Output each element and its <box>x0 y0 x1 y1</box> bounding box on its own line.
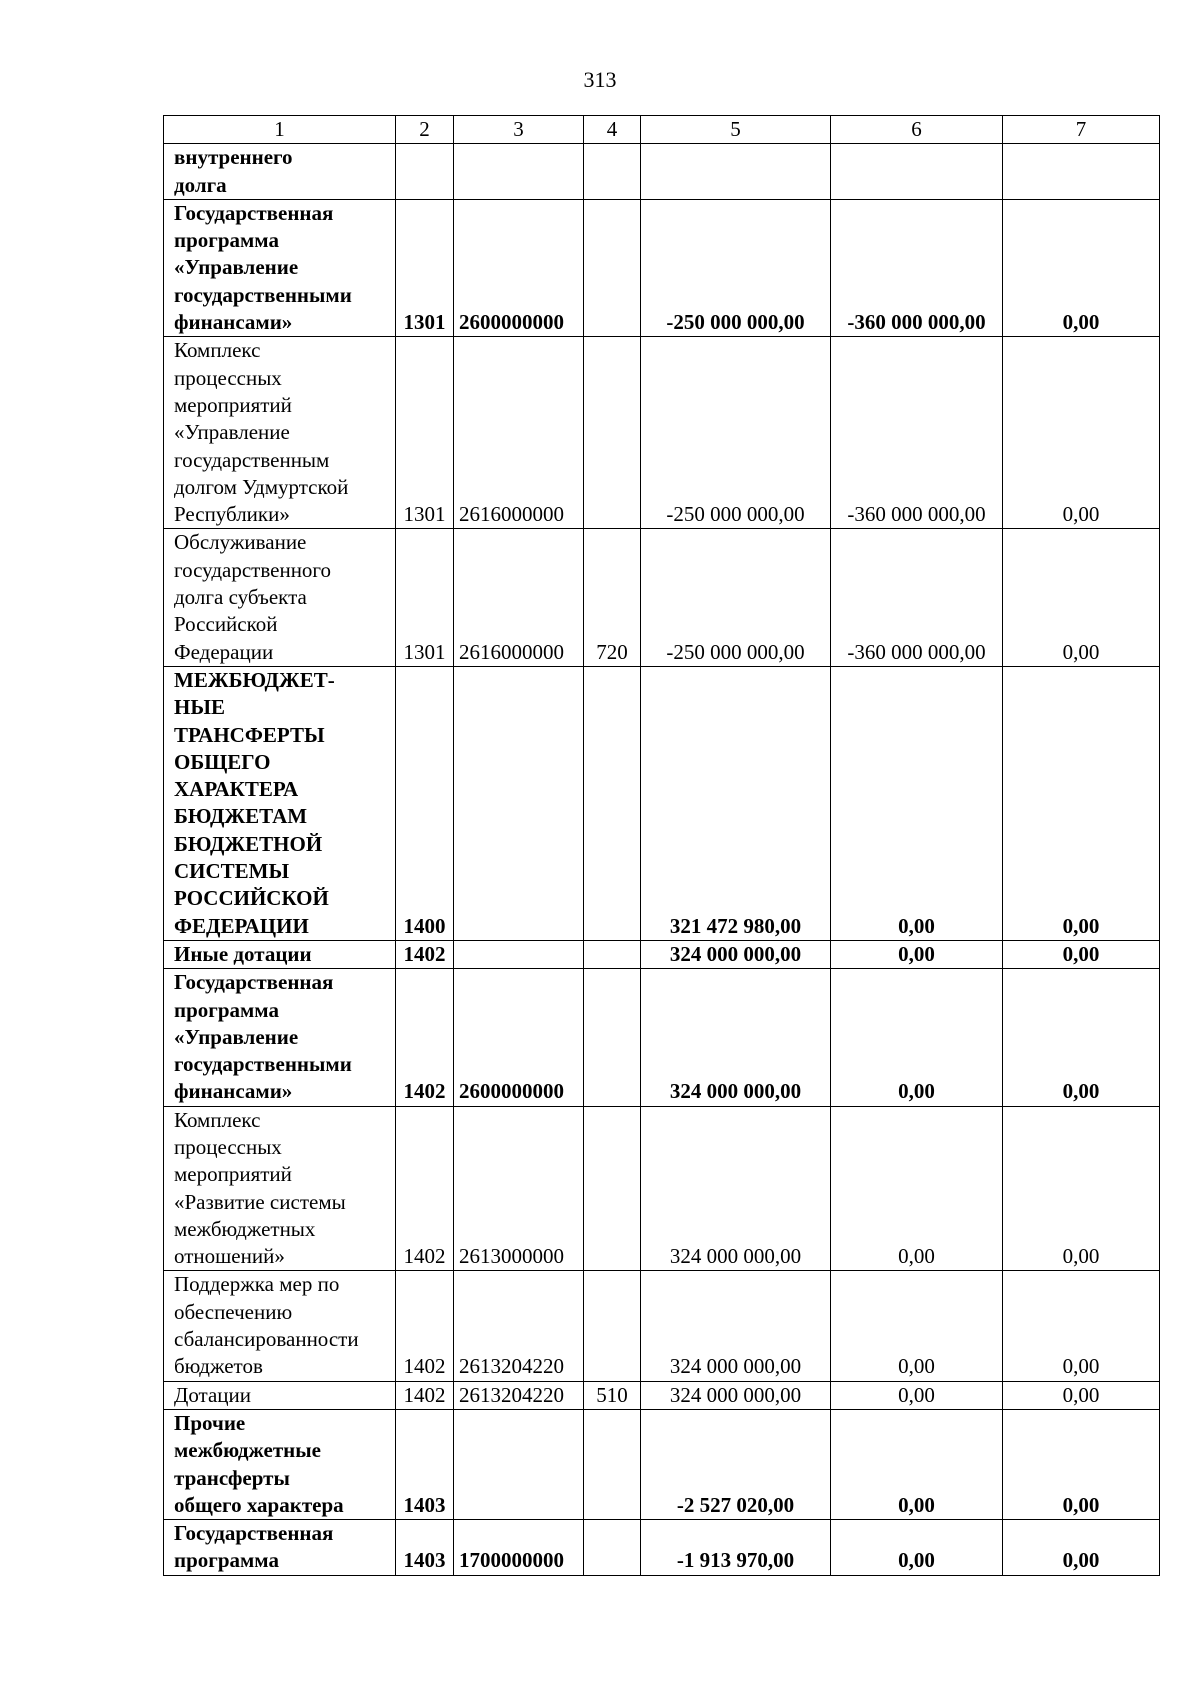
cell-c7: 0,00 <box>1003 1106 1160 1271</box>
row-label-line: межбюджетные <box>174 1438 321 1463</box>
cell-c2: 1402 <box>396 969 454 1106</box>
row-label-line: бюджетов <box>174 1354 263 1379</box>
cell-c5: 324 000 000,00 <box>641 940 831 968</box>
cell-c7: 0,00 <box>1003 940 1160 968</box>
cell-c6: -360 000 000,00 <box>831 529 1003 666</box>
row-label-line: БЮДЖЕТНОЙ <box>174 831 323 856</box>
cell-c5: 324 000 000,00 <box>641 1106 831 1271</box>
cell-c4: 720 <box>584 529 641 666</box>
row-label-cell <box>164 529 396 666</box>
row-label-line: Российской <box>174 612 278 637</box>
row-label-line: ОБЩЕГО <box>174 749 271 774</box>
row-label-line: финансами» <box>174 1079 293 1104</box>
row-label-line: государственными <box>174 282 352 307</box>
row-label-line: МЕЖБЮДЖЕТ- <box>174 667 335 692</box>
table-header-row <box>164 116 1160 144</box>
row-label-line: общего характера <box>174 1492 344 1517</box>
cell-c6 <box>831 144 1003 200</box>
row-label-line: «Развитие системы <box>174 1189 346 1214</box>
cell-c5: -250 000 000,00 <box>641 199 831 336</box>
cell-c4 <box>584 969 641 1106</box>
cell-c4 <box>584 940 641 968</box>
row-label-line: отношений» <box>174 1244 285 1269</box>
cell-c3 <box>454 666 584 940</box>
row-label-line: обеспечению <box>174 1299 293 1324</box>
cell-c5: 324 000 000,00 <box>641 1271 831 1381</box>
table-row <box>164 529 1160 666</box>
table-row <box>164 666 1160 940</box>
cell-c5: -2 527 020,00 <box>641 1409 831 1519</box>
cell-c4: 510 <box>584 1381 641 1409</box>
row-label-line: мероприятий <box>174 392 292 417</box>
table-row <box>164 969 1160 1106</box>
row-label-line: мероприятий <box>174 1162 292 1187</box>
cell-c4 <box>584 144 641 200</box>
row-label-line: государственного <box>174 557 332 582</box>
row-label-cell <box>164 1520 396 1576</box>
cell-c6: 0,00 <box>831 969 1003 1106</box>
row-label-line: трансферты <box>174 1465 290 1490</box>
cell-c5: 321 472 980,00 <box>641 666 831 940</box>
cell-c3: 2616000000 <box>454 337 584 529</box>
cell-c4 <box>584 1271 641 1381</box>
cell-c7: 0,00 <box>1003 666 1160 940</box>
cell-c2: 1301 <box>396 337 454 529</box>
table-row <box>164 1520 1160 1576</box>
row-label-line: ФЕДЕРАЦИИ <box>174 913 309 938</box>
cell-c7: 0,00 <box>1003 1409 1160 1519</box>
header-cell: 6 <box>831 116 1003 144</box>
row-label-line: процессных <box>174 1134 282 1159</box>
cell-c4 <box>584 666 641 940</box>
row-label-line: Обслуживание <box>174 530 307 555</box>
cell-c6: 0,00 <box>831 1520 1003 1576</box>
row-label-line: процессных <box>174 365 282 390</box>
header-cell: 4 <box>584 116 641 144</box>
cell-c3: 2616000000 <box>454 529 584 666</box>
cell-c7 <box>1003 144 1160 200</box>
cell-c4 <box>584 1520 641 1576</box>
cell-c7: 0,00 <box>1003 337 1160 529</box>
row-label-line: Государственная <box>174 970 334 995</box>
row-label-line: программа <box>174 1548 279 1573</box>
header-cell: 3 <box>454 116 584 144</box>
row-label-line: РОССИЙСКОЙ <box>174 886 329 911</box>
row-label-line: долгом Удмуртской <box>174 474 349 499</box>
table-row <box>164 1271 1160 1381</box>
row-label-cell <box>164 199 396 336</box>
row-label-line: сбалансированности <box>174 1327 359 1352</box>
row-label-line: финансами» <box>174 310 293 335</box>
table-row <box>164 1106 1160 1271</box>
cell-c5: -250 000 000,00 <box>641 337 831 529</box>
cell-c2 <box>396 144 454 200</box>
row-label-cell <box>164 337 396 529</box>
cell-c6: 0,00 <box>831 666 1003 940</box>
row-label-line: Прочие <box>174 1410 246 1435</box>
cell-c5: 324 000 000,00 <box>641 969 831 1106</box>
cell-c6: 0,00 <box>831 1381 1003 1409</box>
row-label-line: долга субъекта <box>174 585 307 610</box>
row-label-line: программа <box>174 997 279 1022</box>
cell-c2: 1403 <box>396 1520 454 1576</box>
row-label-line: Комплекс <box>174 1107 261 1132</box>
cell-c7: 0,00 <box>1003 1381 1160 1409</box>
cell-c6: -360 000 000,00 <box>831 337 1003 529</box>
row-label-cell <box>164 1271 396 1381</box>
cell-c6: 0,00 <box>831 1106 1003 1271</box>
cell-c7: 0,00 <box>1003 529 1160 666</box>
cell-c2: 1403 <box>396 1409 454 1519</box>
cell-c2: 1400 <box>396 666 454 940</box>
row-label-line: «Управление <box>174 1024 299 1049</box>
cell-c3 <box>454 1409 584 1519</box>
page-number: 313 <box>583 67 617 92</box>
row-label-cell <box>164 666 396 940</box>
cell-c6: 0,00 <box>831 940 1003 968</box>
table-row <box>164 1381 1160 1409</box>
cell-c3 <box>454 940 584 968</box>
cell-c6: 0,00 <box>831 1271 1003 1381</box>
cell-c7: 0,00 <box>1003 1520 1160 1576</box>
cell-c5: 324 000 000,00 <box>641 1381 831 1409</box>
table-row <box>164 337 1160 529</box>
row-label-cell <box>164 969 396 1106</box>
row-label-line: межбюджетных <box>174 1216 316 1241</box>
cell-c7: 0,00 <box>1003 1271 1160 1381</box>
cell-c3: 2613000000 <box>454 1106 584 1271</box>
row-label-line: «Управление <box>174 420 290 445</box>
cell-c4 <box>584 1409 641 1519</box>
budget-table <box>163 115 1160 1576</box>
row-label-line: ХАРАКТЕРА <box>174 777 299 802</box>
row-label-line: Государственная <box>174 200 334 225</box>
row-label-line: СИСТЕМЫ <box>174 859 290 884</box>
table-row <box>164 1409 1160 1519</box>
row-label-cell <box>164 1409 396 1519</box>
cell-c3: 2613204220 <box>454 1271 584 1381</box>
header-cell: 2 <box>396 116 454 144</box>
row-label-line: государственным <box>174 447 330 472</box>
cell-c3 <box>454 144 584 200</box>
row-label-line: ТРАНСФЕРТЫ <box>174 722 325 747</box>
row-label-line: Поддержка мер по <box>174 1272 340 1297</box>
header-cell: 7 <box>1003 116 1160 144</box>
table-row <box>164 940 1160 968</box>
cell-c5: -1 913 970,00 <box>641 1520 831 1576</box>
header-cell: 1 <box>164 116 396 144</box>
table-body <box>164 116 1160 1576</box>
row-label-cell <box>164 1106 396 1271</box>
cell-c2: 1402 <box>396 940 454 968</box>
header-cell: 5 <box>641 116 831 144</box>
table-row <box>164 199 1160 336</box>
cell-c6: -360 000 000,00 <box>831 199 1003 336</box>
row-label-line: Государственная <box>174 1521 334 1546</box>
cell-c3: 1700000000 <box>454 1520 584 1576</box>
cell-c5: -250 000 000,00 <box>641 529 831 666</box>
cell-c5 <box>641 144 831 200</box>
cell-c7: 0,00 <box>1003 199 1160 336</box>
row-label-line: «Управление <box>174 255 299 280</box>
cell-c2: 1301 <box>396 199 454 336</box>
cell-c4 <box>584 1106 641 1271</box>
cell-c2: 1301 <box>396 529 454 666</box>
cell-c6: 0,00 <box>831 1409 1003 1519</box>
row-label-line: БЮДЖЕТАМ <box>174 804 308 829</box>
table-row <box>164 144 1160 200</box>
row-label-line: Комплекс <box>174 338 261 363</box>
cell-c7: 0,00 <box>1003 969 1160 1106</box>
cell-c2: 1402 <box>396 1271 454 1381</box>
row-label-line: долга <box>174 172 227 197</box>
row-label-line: Дотации <box>174 1382 252 1407</box>
cell-c3: 2600000000 <box>454 969 584 1106</box>
row-label-line: Федерации <box>174 639 274 664</box>
row-label-line: Иные дотации <box>174 941 312 966</box>
cell-c2: 1402 <box>396 1381 454 1409</box>
cell-c3: 2613204220 <box>454 1381 584 1409</box>
cell-c3: 2600000000 <box>454 199 584 336</box>
row-label-cell <box>164 144 396 200</box>
row-label-line: Республики» <box>174 502 290 527</box>
row-label-line: программа <box>174 228 279 253</box>
row-label-cell <box>164 1381 396 1409</box>
cell-c2: 1402 <box>396 1106 454 1271</box>
cell-c4 <box>584 337 641 529</box>
row-label-line: НЫЕ <box>174 695 225 720</box>
cell-c4 <box>584 199 641 336</box>
row-label-line: внутреннего <box>174 145 293 170</box>
row-label-line: государственными <box>174 1052 352 1077</box>
row-label-cell <box>164 940 396 968</box>
